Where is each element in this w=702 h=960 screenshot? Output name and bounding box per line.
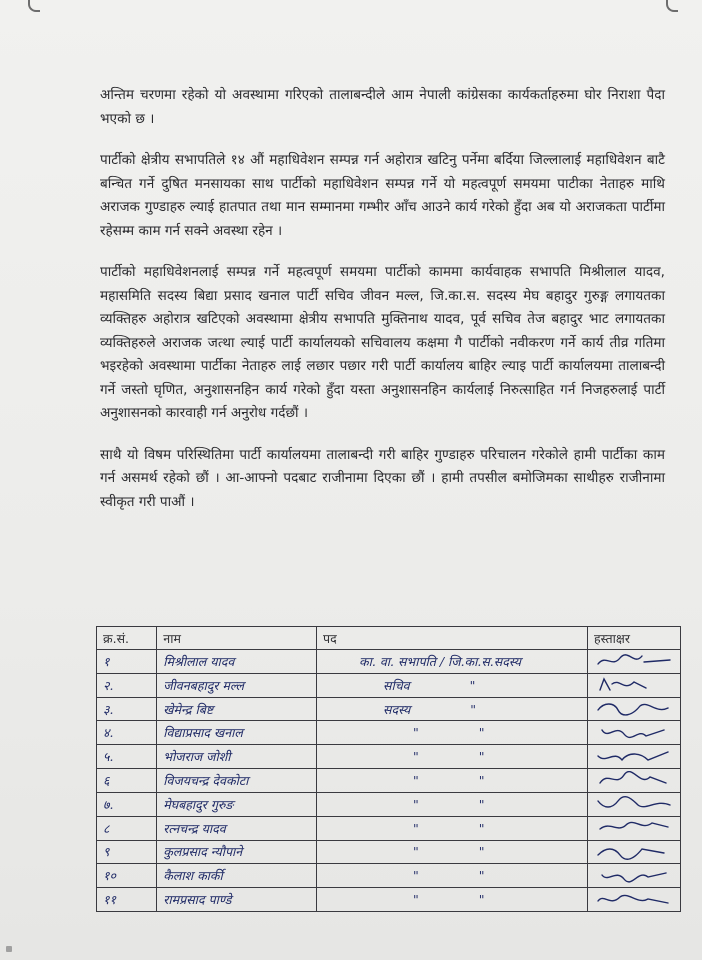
row-name: रत्नचन्द्र यादव — [157, 816, 317, 840]
row-post-cell — [317, 745, 588, 769]
row-name: कुलप्रसाद न्यौपाने — [157, 840, 317, 864]
table-row — [97, 697, 681, 721]
table-row — [97, 840, 681, 864]
handwritten-signature — [594, 676, 674, 694]
row-post-ditto: " — [478, 772, 485, 788]
table-row — [97, 816, 681, 840]
row-post-ditto: " — [478, 725, 485, 741]
row-name: जीवनबहादुर मल्ल — [157, 673, 317, 697]
row-post-ditto: " — [469, 677, 476, 693]
row-post-ditto: " — [478, 892, 485, 908]
row-serial: ९ — [97, 840, 157, 864]
handwritten-signature — [594, 724, 674, 742]
row-serial: ८ — [97, 816, 157, 840]
row-post: सचिव — [383, 677, 410, 693]
table-row — [97, 792, 681, 816]
row-name: रामप्रसाद पाण्डे — [157, 888, 317, 912]
table-row — [97, 745, 681, 769]
table-row — [97, 673, 681, 697]
row-name: विजयचन्द्र देवकोटा — [157, 769, 317, 793]
row-signature-cell — [588, 745, 681, 769]
row-serial: १० — [97, 864, 157, 888]
scanner-watermark — [6, 946, 15, 953]
signature-stroke — [598, 849, 664, 859]
handwritten-signature — [594, 843, 674, 861]
row-serial: ७. — [97, 792, 157, 816]
row-post-ditto: " — [470, 701, 476, 717]
row-signature-cell — [588, 673, 681, 697]
row-post-ditto: " — [478, 820, 485, 836]
row-post: " — [413, 868, 419, 884]
row-post-ditto: " — [478, 868, 485, 884]
row-post: " — [413, 820, 419, 836]
row-post-cell — [317, 673, 588, 697]
handwritten-signature — [594, 819, 674, 837]
row-post-cell — [317, 697, 588, 721]
signature-stroke — [602, 730, 664, 737]
page-edge-mark — [28, 0, 40, 12]
handwritten-signature — [594, 771, 674, 789]
signatory-table — [96, 626, 681, 912]
row-post-ditto: " — [478, 749, 485, 765]
row-serial: ४. — [97, 721, 157, 745]
row-signature-cell — [588, 816, 681, 840]
row-signature-cell — [588, 840, 681, 864]
row-post: " — [413, 892, 419, 908]
signature-stroke — [598, 797, 670, 807]
row-post-cell — [317, 864, 588, 888]
table-row — [97, 888, 681, 912]
row-serial: ३. — [97, 697, 157, 721]
letter-body — [100, 84, 665, 532]
signature-stroke — [598, 655, 670, 664]
row-post: " — [413, 796, 419, 812]
table-row — [97, 650, 681, 674]
handwritten-signature — [594, 795, 674, 813]
row-post-ditto: " — [478, 796, 485, 812]
resignation-table — [96, 626, 681, 912]
signature-stroke — [600, 679, 646, 690]
row-post-ditto: " — [478, 844, 485, 860]
table-header-row — [97, 627, 681, 650]
row-post: " — [413, 725, 419, 741]
header-signature: हस्ताक्षर — [588, 627, 681, 650]
row-name: विद्याप्रसाद खनाल — [157, 721, 317, 745]
row-signature-cell — [588, 697, 681, 721]
row-post: " — [413, 844, 419, 860]
row-post-cell — [317, 721, 588, 745]
row-serial: २. — [97, 673, 157, 697]
row-post: का. वा. सभापति / जि.का.स.सदस्य — [359, 653, 521, 669]
handwritten-signature — [594, 891, 674, 909]
row-name: खेमेन्द्र बिष्ट — [157, 697, 317, 721]
table-row — [97, 769, 681, 793]
signature-stroke — [598, 704, 668, 715]
page-edge-mark — [666, 0, 678, 12]
handwritten-signature — [594, 748, 674, 766]
row-serial: १ — [97, 650, 157, 674]
scanner-logo-icon — [6, 946, 12, 952]
handwritten-signature — [594, 652, 674, 670]
row-name: मिश्रीलाल यादव — [157, 650, 317, 674]
handwritten-signature — [594, 867, 674, 885]
row-post: " — [413, 749, 419, 765]
signature-stroke — [600, 823, 668, 830]
row-signature-cell — [588, 864, 681, 888]
row-post-cell — [317, 792, 588, 816]
signature-stroke — [600, 772, 666, 783]
row-post-cell — [317, 840, 588, 864]
row-signature-cell — [588, 792, 681, 816]
table-row — [97, 864, 681, 888]
row-name: मेघबहादुर गुरुङ — [157, 792, 317, 816]
paragraph-4: साथै यो विषम परिस्थितिमा पार्टी कार्यालयमा तालाबन्दी गरी बाहिर गुण्डाहरु परिचालन गरेकोले हामी पार्टीका काम गर्न असमर्थ रहेको छौं । आ-आफ्नो पदबाट राजीनामा दिएका छौं । हामी तपसील बमोजिमका साथीहरु राजीनामा स्वीकृत गरी पाऔं । — [100, 446, 665, 510]
signature-stroke — [598, 895, 668, 903]
row-serial: ५. — [97, 745, 157, 769]
header-post: पद — [317, 627, 588, 650]
signature-stroke — [598, 752, 668, 760]
row-post-cell — [317, 650, 588, 674]
header-name: नाम — [157, 627, 317, 650]
row-name: कैलाश कार्की — [157, 864, 317, 888]
signature-stroke — [602, 873, 666, 882]
row-post-cell — [317, 816, 588, 840]
row-signature-cell — [588, 650, 681, 674]
row-serial: ६ — [97, 769, 157, 793]
handwritten-signature — [594, 700, 674, 718]
paragraph-2: पार्टीको क्षेत्रीय सभापतिले १४ औं महाधिवेशन सम्पन्न गर्न अहोरात्र खटिनु पर्नेमा बर्दिया जिल्लालाई महाधिवेशन बाटै बन्चित गर्ने दुषित मनसायका साथ पार्टीको महाधिवेशन सम्पन्न गर्ने यो महत्वपूर्ण समयमा पाटीका नेताहरु माथि अराजक गुण्डाहरु ल्याई हातपात तथा मान सम्मानमा गम्भीर आँच आउने कार्य गरेको हुँदा अब यो अराजकता पार्टीमा रहेसम्म काम गर्न सक्ने अवस्था रहेन । — [100, 152, 665, 239]
row-post-cell — [317, 769, 588, 793]
row-signature-cell — [588, 721, 681, 745]
paragraph-1: अन्तिम चरणमा रहेको यो अवस्थामा गरिएको तालाबन्दीले आम नेपाली कांग्रेसका कार्यकर्ताहरुमा घोर निराशा पैदा भएको छ । — [100, 87, 665, 127]
row-signature-cell — [588, 769, 681, 793]
header-serial: क्र.सं. — [97, 627, 157, 650]
row-post-cell — [317, 888, 588, 912]
row-serial: ११ — [97, 888, 157, 912]
paragraph-3: पार्टीको महाधिवेशनलाई सम्पन्न गर्ने महत्वपूर्ण समयमा पार्टीको काममा कार्यवाहक सभापति मिश्रीलाल यादव, महासमिति सदस्य बिद्या प्रसाद खनाल पार्टी सचिव जीवन मल्ल, जि.का.स. सदस्य मेघ बहादुर गुरुङ्ग लगायतका व्यक्तिहरु अहोरात्र खटिएको अवस्थामा क्षेत्रीय सभापति मुक्तिनाथ यादव, पूर्व सचिव तेज बहादुर भाट लगायतका व्यक्तिहरुले अराजक जत्था ल्याई पार्टी कार्यालयको सचिवालय कक्षमा गै पार्टीको नवीकरण गर्ने कार्य तीव्र गतिमा भइरहेको अवस्थामा पार्टीका नेताहरु लाई लछार पछार गरी पार्टी कार्यालय बाहिर ल्याइ पार्टी कार्यालयमा तालाबन्दी गर्ने जस्तो घृणित, अनुशासनहिन कार्य गरेको हुँदा यस्ता अनुशासनहिन कार्यलाई निरुत्साहित गर्न निजहरुलाई पार्टी अनुशासनको कारवाही गर्न अनुरोध गर्दछौं । — [100, 264, 665, 421]
row-name: भोजराज जोशी — [157, 745, 317, 769]
row-signature-cell — [588, 888, 681, 912]
row-post: सदस्य — [383, 701, 411, 717]
table-row — [97, 721, 681, 745]
row-post: " — [413, 772, 419, 788]
